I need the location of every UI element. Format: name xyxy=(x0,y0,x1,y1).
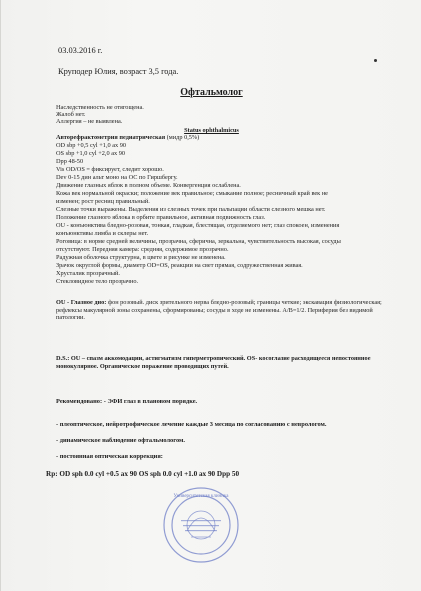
clinic-stamp xyxy=(161,485,241,565)
refraction-heading-note: (мидр 0,5%) xyxy=(166,134,200,141)
refraction-dpp: Dpp 48-50 xyxy=(56,158,84,165)
diagnosis-text: OU – спазм аккомодации, астигматизм гиперметропический. OS- косоглазие расходящееся непостоянное монокулярное. Органическое поражение проводящих путей. xyxy=(56,355,371,370)
exam-line: Радужная оболочка структурна, в цвете и рисунке не изменена. xyxy=(56,254,226,261)
diagnosis-label: D.S.: xyxy=(56,355,70,362)
diagnosis-section xyxy=(56,355,386,371)
refraction-od: OD sbp +0,5 cyl +1,0 ax 90 xyxy=(56,142,127,149)
speck-mark xyxy=(374,59,377,62)
exam-line: Роговица: в норме средней величины, прозрачна, сферична, зеркальна, чувствительность высокая, сосуды xyxy=(56,238,341,245)
exam-line: Положение глазного яблока в орбите правильное, активная подвижность глаз. xyxy=(56,214,266,221)
fundus-text: фон розовый. диск зрительного нерва бледно-розовый; границы четкие; экскавация физиологическая; рефлексы макулярной зоны сохранены, сформированы; сосуды в ходе не изменены. A/B=1/2. Периферия без видимой патологии. xyxy=(56,299,382,322)
recommendation-item: - динамическое наблюдение офтальмологом. xyxy=(56,437,185,444)
exam-line: Хрусталик прозрачный. xyxy=(56,270,120,277)
recommendation-item: - ЭФИ глаз в плановом порядке. xyxy=(103,398,198,405)
exam-line: OU - конъюнктива бледно-розовая, тонкая, гладкая, блестящая, отделяемого нет; глаз спокоен, изменения xyxy=(56,222,340,229)
recommendation-heading: Рекомендовано: xyxy=(56,398,103,405)
exam-line: отсутствуют. Передняя камера: средняя, содержимое прозрачно. xyxy=(56,246,229,253)
document-date: 03.03.2016 г. xyxy=(58,46,103,55)
refraction-os: OS sbp +1,0 cyl +2,0 ax 90 xyxy=(56,150,126,157)
recommendation-item: - постоянная оптическая коррекция: xyxy=(56,453,163,460)
prescription-line: Rp: OD sph 0.0 cyl +0.5 ax 90 OS sph 0.0 cyl +1.0 ax 90 Dpp 50 xyxy=(46,470,240,478)
history-line-2: Жалоб нет. xyxy=(56,111,86,118)
fundus-label: OU - Глазное дно: xyxy=(56,299,107,306)
refraction-heading xyxy=(56,134,199,141)
recommendation-heading-line xyxy=(56,398,197,405)
exam-line: Зрачок округлой формы, диаметр OD=OS, реакции на свет прямая, содружественная живая. xyxy=(56,262,303,269)
exam-line: Vis OD/OS = фиксирует, следит хорошо. xyxy=(56,166,164,173)
history-line-1: Наследственность не отягощена. xyxy=(56,104,144,111)
patient-info: Круподер Юлия, возраст 3,5 года. xyxy=(58,67,179,76)
exam-line: Движение глазных яблок в полном объеме. Конвергенция ослаблена. xyxy=(56,182,241,189)
exam-line: изменен; рост ресниц правильный. xyxy=(56,198,150,205)
stamp-text: Университетская клиника xyxy=(173,494,229,499)
fundus-section xyxy=(56,299,386,322)
exam-line: Слезные точки выражены. Выделения из слезных точек при пальпации области слезного мешка нет. xyxy=(56,206,326,213)
recommendation-item: - плеоптическое, нейротрофическое лечение каждые 3 месяца по согласованию с неврологом. xyxy=(56,421,327,428)
exam-line: Кожа век нормальной окраски; положение век правильное; смыкание полное; ресничный край век не xyxy=(56,190,328,197)
exam-line: Dev 0-15 дин альт моно на ОС по Гиршбергу. xyxy=(56,174,178,181)
exam-line: конъюнктивы лимба и склеры нет. xyxy=(56,230,149,237)
history-line-3: Аллергия – не выявлена. xyxy=(56,118,123,125)
refraction-heading-title: Авторефрактометрия педиатрическая xyxy=(56,134,166,141)
document-title: Офтальмолог xyxy=(180,87,243,98)
exam-line: Стекловидное тело прозрачно. xyxy=(56,278,139,285)
status-heading: Status ophthalmicus xyxy=(184,127,239,134)
